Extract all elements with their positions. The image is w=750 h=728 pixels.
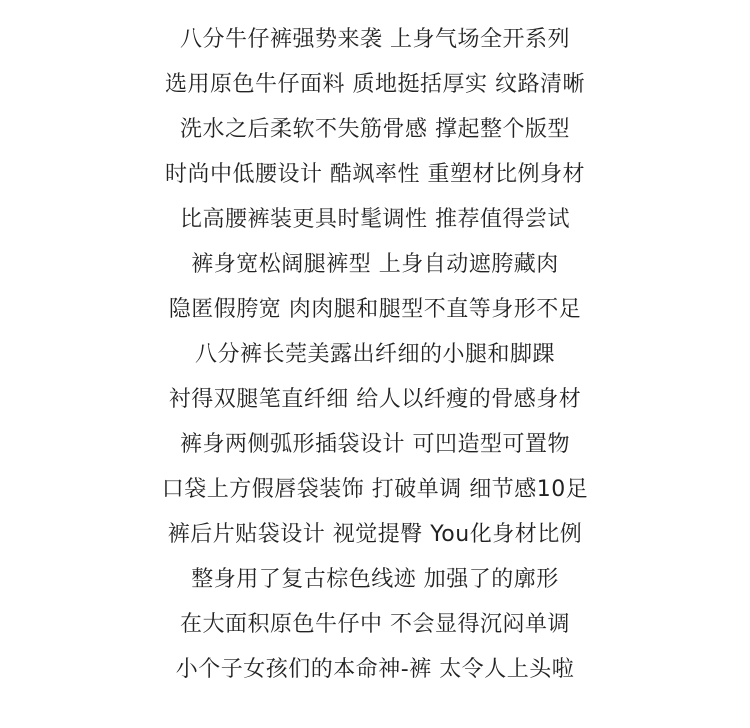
description-line-14: 在大面积原色牛仔中 不会显得沉闷单调 bbox=[180, 612, 570, 637]
description-line-11: 口袋上方假唇袋装饰 打破单调 细节感10足 bbox=[161, 477, 589, 502]
description-line-12: 裤后片贴袋设计 视觉提臀 You化身材比例 bbox=[167, 522, 583, 547]
description-line-8: 八分裤长莞美露出纤细的小腿和脚踝 bbox=[194, 342, 555, 367]
description-line-2: 选用原色牛仔面料 质地挺括厚实 纹路清晰 bbox=[165, 72, 585, 97]
description-line-7: 隐匿假胯宽 肉肉腿和腿型不直等身形不足 bbox=[168, 297, 582, 322]
description-line-6: 裤身宽松阔腿裤型 上身自动遮胯藏肉 bbox=[191, 252, 559, 277]
description-line-4: 时尚中低腰设计 酷飒率性 重塑材比例身材 bbox=[165, 162, 585, 187]
product-description bbox=[0, 17, 750, 692]
description-line-5: 比高腰裤装更具时髦调性 推荐值得尝试 bbox=[180, 207, 570, 232]
description-line-9: 衬得双腿笔直纤细 给人以纤瘦的骨感身材 bbox=[168, 387, 582, 412]
description-line-3: 洗水之后柔软不失筋骨感 撑起整个版型 bbox=[180, 117, 570, 142]
description-line-13: 整身用了复古棕色线迹 加强了的廓形 bbox=[191, 567, 559, 592]
description-line-1: 八分牛仔裤强势来袭 上身气场全开系列 bbox=[180, 27, 570, 52]
description-line-15: 小个子女孩们的本命神-裤 太令人上头啦 bbox=[175, 657, 575, 682]
description-line-10: 裤身两侧弧形插袋设计 可凹造型可置物 bbox=[180, 432, 570, 457]
